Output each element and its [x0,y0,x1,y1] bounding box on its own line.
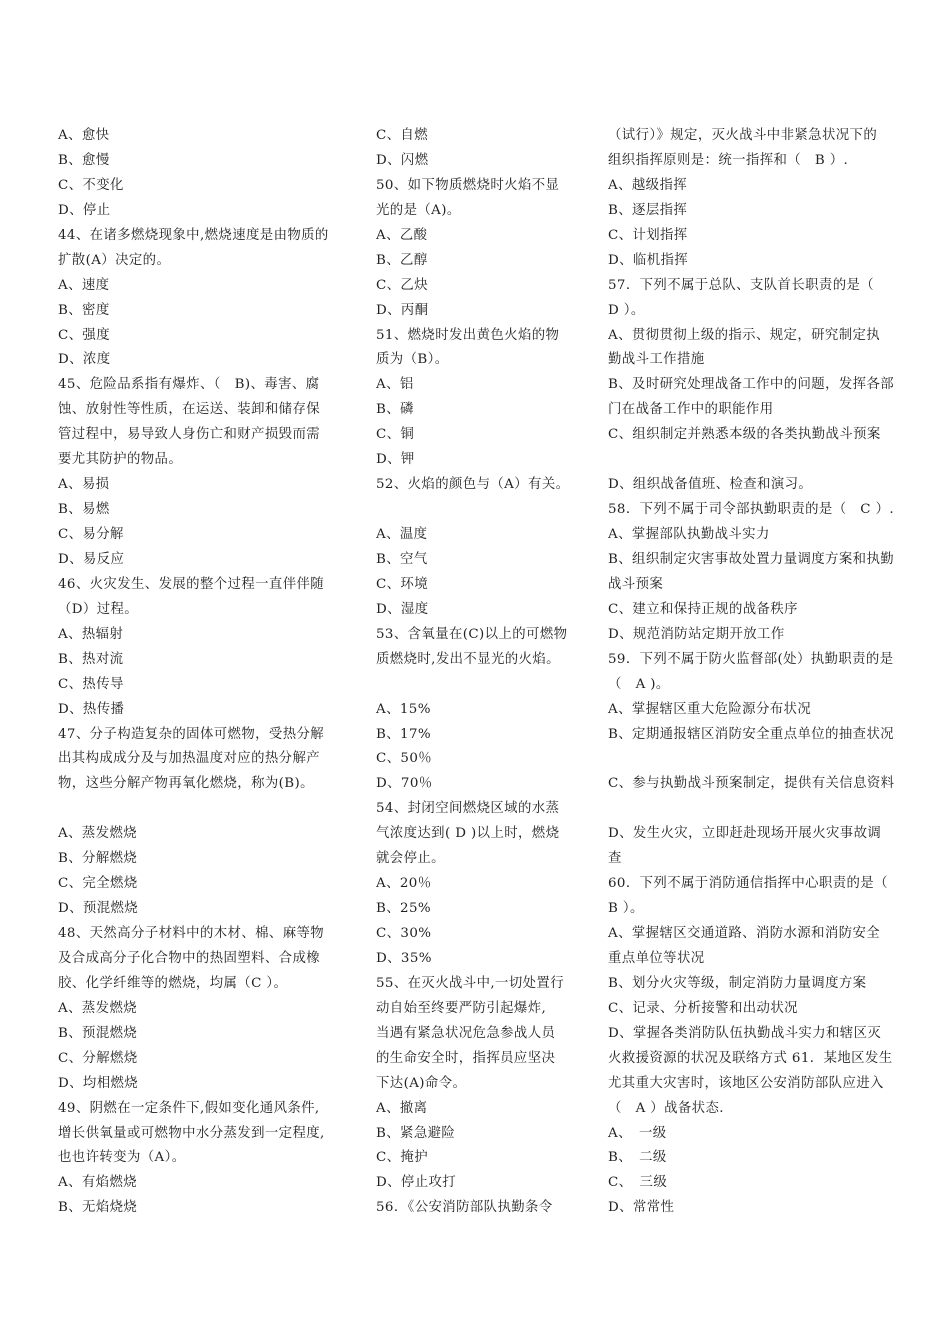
text-line: D、均相燃烧 [58,1075,139,1091]
text-line: 要尤其防护的物品。 [58,452,183,468]
text-line: C、易分解 [58,527,124,542]
text-line: D、规范消防站定期开放工作 [608,626,785,642]
text-line: C、铜 [376,427,415,443]
text-line: D ）。 [608,302,645,318]
text-line: 火救援资源的状况及联络方式 61．某地区发生 [608,1050,893,1066]
text-line: B、划分火灾等级，制定消防力量调度方案 [608,975,867,991]
text-line: A、易损 [58,477,110,493]
text-line: B、分解燃烧 [58,851,138,867]
text-line: 的生命安全时，指挥员应坚决 [376,1050,556,1066]
text-line: 56．《公安消防部队执勤条令 [376,1200,553,1216]
text-line: B、无焰烧烧 [58,1200,138,1216]
text-line: B、空气 [376,551,428,567]
text-line: C、 三级 [608,1175,668,1191]
text-line: C、50％ [376,751,433,767]
text-line: C、计划指挥 [608,227,688,243]
text-line: D、发生火灾，立即赶赴现场开展火灾事故调 [608,826,882,842]
text-line: A、贯彻贯彻上级的指示、规定，研究制定执 [608,327,881,343]
text-line: B、 二级 [608,1150,667,1166]
text-line: C、建立和保持正规的战备秩序 [608,601,798,617]
text-line: A、温度 [376,527,428,542]
text-line: A、掌握辖区交通道路、消防水源和消防安全 [608,926,881,941]
text-line: （D）过程。 [58,601,139,617]
text-line: C、乙炔 [376,277,429,293]
text-line: 下达(A)命令。 [376,1075,467,1091]
blank-line [376,498,576,523]
text-line: B ）。 [608,901,644,917]
text-line: 查 [608,851,622,867]
text-line: 胶、化学纤维等的燃烧，均属（C ）。 [58,975,288,991]
text-line: 50、如下物质燃烧时火焰不显 [376,177,560,193]
text-line: 蚀、放射性等性质，在运送、装卸和储存保 [58,402,321,418]
text-line: D、易反应 [58,551,125,567]
text-column-left [58,124,348,1221]
text-line: B、逐层指挥 [608,202,688,218]
text-line: 46、火灾发生、发展的整个过程一直伴伴随 [58,576,325,592]
text-line: A、有焰燃烧 [58,1175,138,1191]
text-line: A、20％ [376,876,432,892]
blank-line [58,797,348,822]
text-line: D、停止攻打 [376,1175,457,1191]
blank-line [376,673,576,698]
text-line: D、常常性 [608,1200,675,1216]
text-line: A、15% [376,701,431,717]
text-line: 出其构成成分及与加热温度对应的热分解产 [58,751,321,767]
text-line: 59．下列不属于防火监督部(处）执勤职责的是 [608,651,894,667]
text-line: C、分解燃烧 [58,1050,138,1066]
text-line: D、钾 [376,452,415,468]
text-line: A、速度 [58,277,110,293]
text-line: A、蒸发燃烧 [58,1000,138,1016]
text-line: C、记录、分析接警和出动状况 [608,1000,798,1016]
text-line: （ A ）战备状态. [608,1100,724,1116]
text-line: B、愈慢 [58,152,110,168]
text-line: 45、危险品系指有爆炸、（ B)、毒害、腐 [58,377,320,393]
text-line: 战斗预案 [608,576,664,592]
text-line: D、闪燃 [376,152,429,168]
text-line: 51、燃烧时发出黄色火焰的物 [376,327,560,343]
text-line: A、蒸发燃烧 [58,826,138,842]
text-line: A、越级指挥 [608,177,688,193]
text-line: D、70％ [376,776,433,792]
text-line: C、热传导 [58,676,124,692]
text-line: B、磷 [376,402,414,418]
text-line: B、及时研究处理战备工作中的问题，发挥各部 [608,377,895,393]
text-line: 尤其重大灾害时，该地区公安消防部队应进入 [608,1075,884,1091]
text-line: 动自始至终要严防引起爆炸, [376,1000,547,1016]
text-line: B、乙醇 [376,252,428,268]
text-line: 增长供氧量或可燃物中水分蒸发到一定程度, [58,1125,325,1141]
text-line: D、热传播 [58,701,125,717]
text-line: 53、含氧量在(C)以上的可燃物 [376,626,568,642]
text-line: C、环境 [376,576,429,592]
text-line: D、组织战备值班、检查和演习。 [608,477,813,493]
text-line: C、掩护 [376,1150,429,1166]
text-line: D、丙酮 [376,302,429,318]
text-line: 重点单位等状况 [608,950,705,966]
text-line: D、掌握各类消防队伍执勤战斗实力和辖区灭 [608,1025,882,1041]
text-line: 就会停止。 [376,851,445,867]
text-line: B、17% [376,726,431,742]
text-line: D、预混燃烧 [58,901,139,917]
text-line: 门在战备工作中的职能作用 [608,402,774,418]
text-line: C、不变化 [58,177,124,193]
text-line: 物，这些分解产物再氧化燃烧，称为(B)。 [58,776,314,792]
text-line: D、停止 [58,202,111,218]
text-line: 气浓度达到( D )以上时，燃烧 [376,826,560,842]
text-line: （ A )。 [608,676,670,692]
text-line: 也也许转变为（A）。 [58,1150,186,1166]
text-line: 52、火焰的颜色与（A）有关。 [376,477,570,493]
text-line: B、预混燃烧 [58,1025,138,1041]
text-line: 44、在诸多燃烧现象中,燃烧速度是由物质的 [58,227,329,243]
text-line: 管过程中，易导致人身伤亡和财产损毁而需 [58,427,321,443]
text-column-right [608,124,908,1221]
text-line: C、组织制定并熟悉本级的各类执勤战斗预案 [608,427,881,443]
text-line: B、25% [376,901,431,917]
text-line: B、紧急避险 [376,1125,456,1141]
text-line: 58．下列不属于司令部执勤职责的是（ C ）. [608,502,895,518]
text-line: C、自燃 [376,128,429,143]
text-line: D、临机指挥 [608,252,689,268]
text-line: A、热辐射 [58,626,124,642]
text-line: A、愈快 [58,128,110,143]
text-column-middle [376,124,576,1221]
text-line: 57．下列不属于总队、支队首长职责的是（ [608,277,875,293]
text-line: C、30% [376,926,432,941]
text-line: B、易燃 [58,502,110,518]
text-line: D、35% [376,950,432,966]
text-line: B、密度 [58,302,110,318]
text-line: （试行）》规定，灭火战斗中非紧急状况下的 [608,128,878,143]
text-line: B、热对流 [58,651,124,667]
text-line: 组织指挥原则是：统一指挥和（ B ）. [608,152,849,168]
text-line: 扩散(A）决定的。 [58,252,171,268]
text-line: 55、在灭火战斗中,一切处置行 [376,975,564,991]
text-line: 光的是（A)。 [376,202,461,218]
text-line: 及合成高分子化合物中的热固塑料、合成橡 [58,950,321,966]
text-line: C、强度 [58,327,111,343]
text-line: 49、阴燃在一定条件下,假如变化通风条件, [58,1100,320,1116]
blank-line [608,747,908,772]
blank-line [608,448,908,473]
text-line: D、湿度 [376,601,429,617]
text-line: B、定期通报辖区消防安全重点单位的抽查状况 [608,726,895,742]
text-line: C、完全燃烧 [58,876,138,892]
text-line: A、乙酸 [376,227,428,243]
text-line: 当遇有紧急状况危急参战人员 [376,1025,556,1041]
text-line: 质燃烧时,发出不显光的火焰。 [376,651,560,667]
text-line: 48、天然高分子材料中的木材、棉、麻等物 [58,926,325,941]
text-line: C、参与执勤战斗预案制定，提供有关信息资料 [608,776,895,792]
text-line: 54、封闭空间燃烧区域的水蒸 [376,801,560,817]
text-line: A、撤离 [376,1100,428,1116]
text-line: D、浓度 [58,352,111,368]
text-line: A、掌握部队执勤战斗实力 [608,527,770,542]
blank-line [608,797,908,822]
text-line: A、 一级 [608,1125,667,1141]
text-line: 47、分子构造复杂的固体可燃物，受热分解 [58,726,325,742]
text-line: A、铝 [376,377,414,393]
text-line: 勤战斗工作措施 [608,352,705,368]
text-line: 60．下列不属于消防通信指挥中心职责的是（ [608,876,888,892]
text-line: A、掌握辖区重大危险源分布状况 [608,701,812,717]
text-line: B、组织制定灾害事故处置力量调度方案和执勤 [608,551,895,567]
text-line: 质为（B）。 [376,352,449,368]
